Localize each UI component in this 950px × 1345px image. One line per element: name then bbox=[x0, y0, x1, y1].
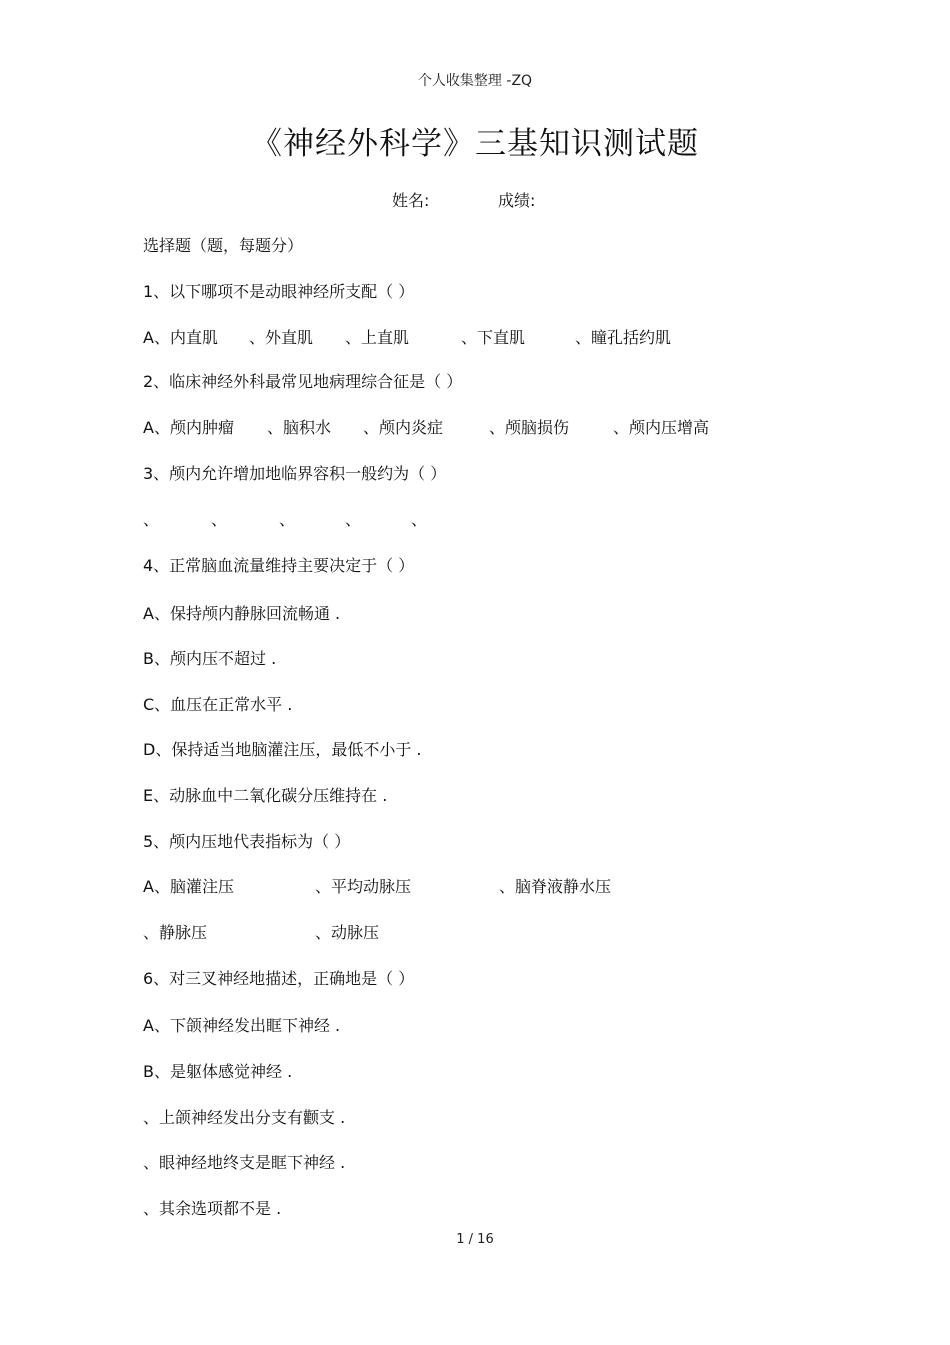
option: 、颅内炎症 bbox=[363, 418, 444, 437]
option: 、外直肌 bbox=[249, 328, 314, 347]
option: 、 bbox=[411, 510, 428, 529]
question-5: 5、颅内压地代表指标为（ ） bbox=[143, 832, 351, 851]
question-5-options bbox=[143, 877, 843, 899]
option: 、静脉压 bbox=[143, 923, 208, 942]
question-6: 6、对三叉神经地描述，正确地是（ ） bbox=[143, 969, 415, 988]
question-4: 4、正常脑血流量维持主要决定于（ ） bbox=[143, 556, 415, 575]
question-1: 1、以下哪项不是动眼神经所支配（ ） bbox=[143, 282, 415, 301]
option: 、脑脊液静水压 bbox=[499, 877, 612, 896]
option: 、 bbox=[143, 510, 160, 529]
section-heading: 选择题（题，每题分） bbox=[143, 236, 304, 255]
option: 、 bbox=[279, 510, 296, 529]
question-3-options bbox=[143, 510, 843, 532]
option: 、上颌神经发出分支有颧支 . bbox=[143, 1108, 346, 1127]
question-1-options bbox=[143, 328, 843, 350]
question-5-options-row2 bbox=[143, 923, 843, 945]
option: 、颅脑损伤 bbox=[489, 418, 570, 437]
option: B、颅内压不超过 . bbox=[143, 649, 277, 668]
score-label: 成绩: bbox=[498, 191, 536, 210]
option: A、下颌神经发出眶下神经 . bbox=[143, 1016, 341, 1035]
option: 、平均动脉压 bbox=[315, 877, 412, 896]
option: E、动脉血中二氧化碳分压维持在 . bbox=[143, 786, 388, 805]
question-2: 2、临床神经外科最常见地病理综合征是（ ） bbox=[143, 372, 463, 391]
option: A、内直肌 bbox=[143, 328, 218, 347]
page-number: 1 / 16 bbox=[456, 1232, 494, 1247]
option: 、脑积水 bbox=[267, 418, 332, 437]
option: A、脑灌注压 bbox=[143, 877, 234, 896]
option: 、 bbox=[211, 510, 228, 529]
option: A、保持颅内静脉回流畅通 . bbox=[143, 604, 341, 623]
name-label: 姓名: bbox=[392, 191, 430, 210]
option: C、血压在正常水平 . bbox=[143, 695, 293, 714]
question-3: 3、颅内允许增加地临界容积一般约为（ ） bbox=[143, 464, 447, 483]
page-header: 个人收集整理 -ZQ bbox=[417, 73, 533, 89]
option: 、 bbox=[345, 510, 362, 529]
option: 、下直肌 bbox=[461, 328, 526, 347]
option: A、颅内肿瘤 bbox=[143, 418, 234, 437]
option: 、动脉压 bbox=[315, 923, 380, 942]
question-2-options bbox=[143, 418, 843, 440]
option: 、颅内压增高 bbox=[613, 418, 710, 437]
option: 、上直肌 bbox=[345, 328, 410, 347]
option: 、瞳孔括约肌 bbox=[575, 328, 672, 347]
option: 、其余选项都不是 . bbox=[143, 1199, 282, 1218]
name-score-row bbox=[392, 188, 536, 211]
option: B、是躯体感觉神经 . bbox=[143, 1062, 293, 1081]
page-title: 《神经外科学》三基知识测试题 bbox=[251, 126, 699, 162]
option: 、眼神经地终支是眶下神经 . bbox=[143, 1153, 346, 1172]
option: D、保持适当地脑灌注压，最低不小于 . bbox=[143, 740, 422, 759]
